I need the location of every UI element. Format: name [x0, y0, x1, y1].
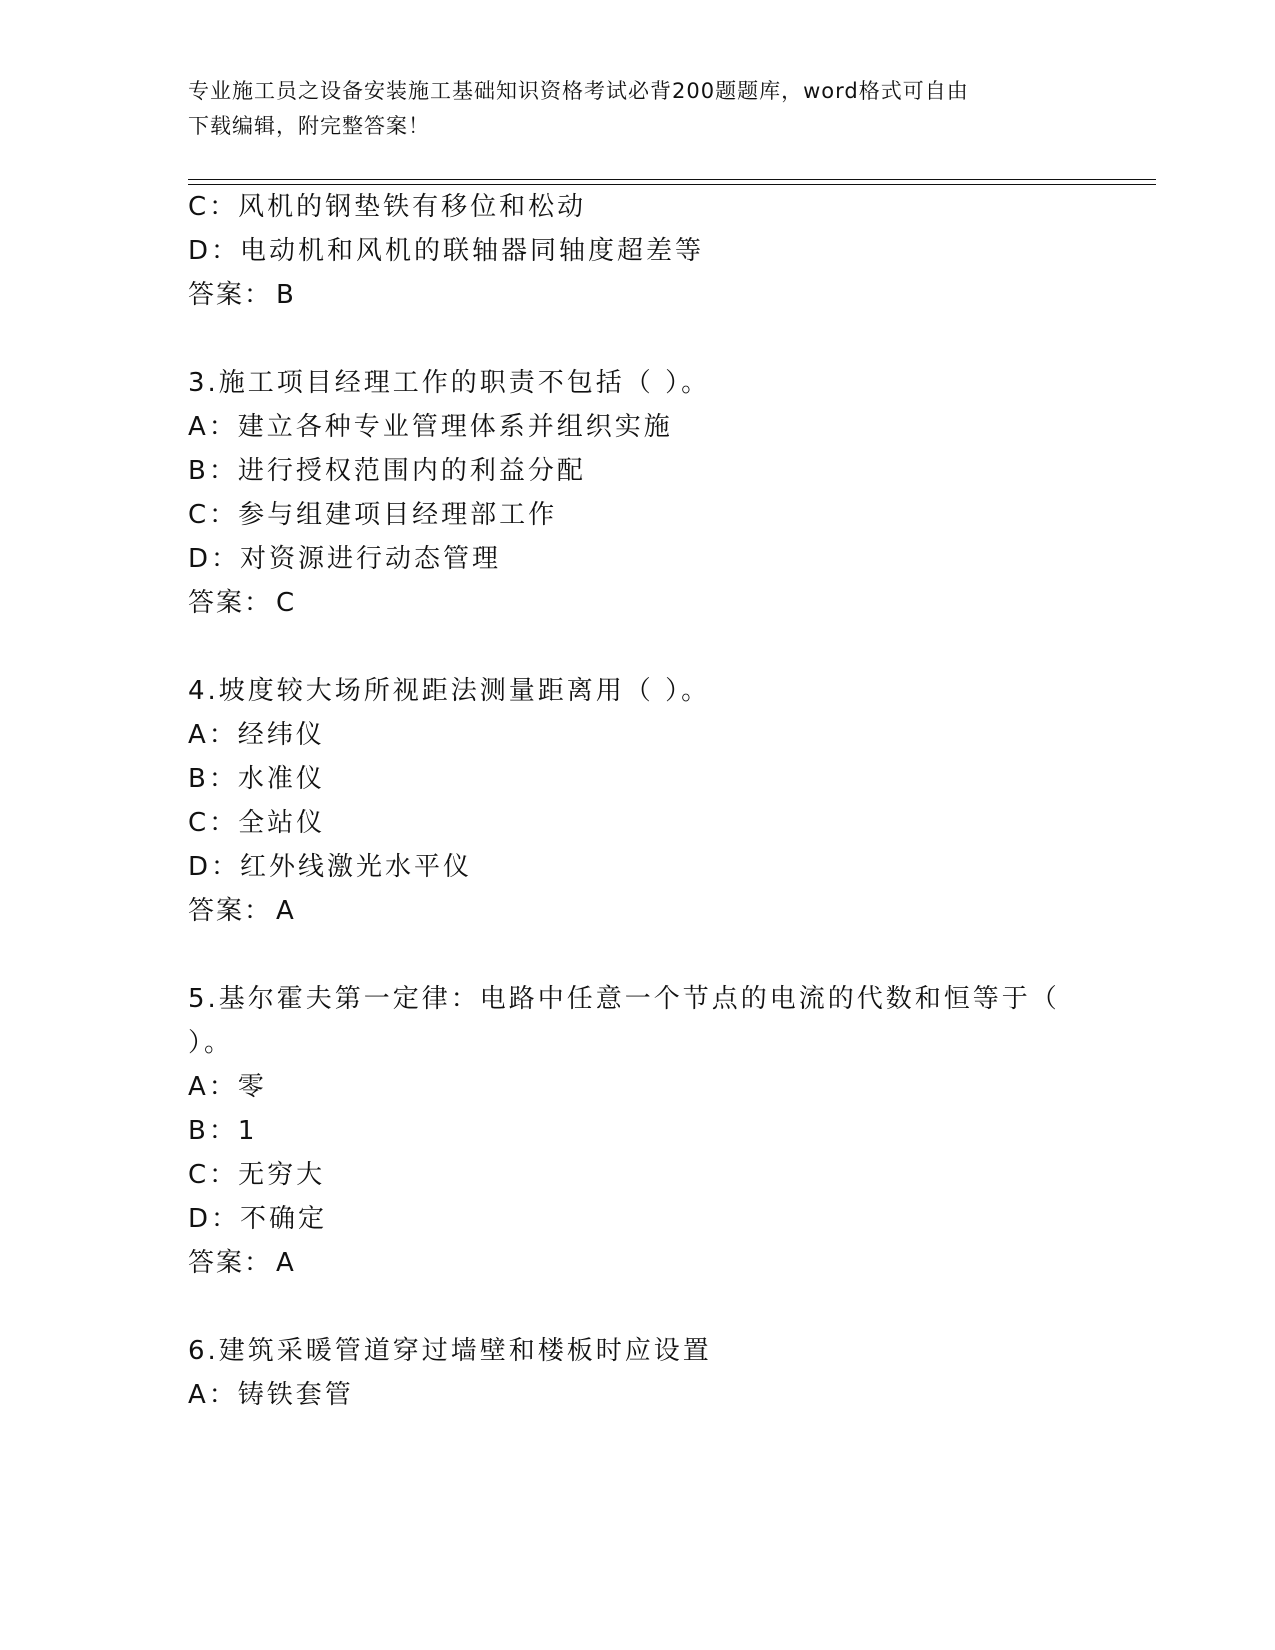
- header-divider-top: [188, 179, 1156, 180]
- q3-option-a: A：建立各种专业管理体系并组织实施: [188, 412, 673, 442]
- q5-answer: [188, 1246, 294, 1280]
- q4-stem: 4.坡度较大场所视距法测量距离用（ ）。: [188, 676, 711, 706]
- header-line-1: 专业施工员之设备安装施工基础知识资格考试必背200题题库，word格式可自由: [188, 79, 969, 103]
- q6-stem: 6.建筑采暖管道穿过墙壁和楼板时应设置: [188, 1336, 712, 1366]
- q3-option-b: B：进行授权范围内的利益分配: [188, 456, 586, 486]
- q4-option-b: B：水准仪: [188, 764, 325, 794]
- document-header: [188, 74, 1078, 144]
- q5-option-d: D：不确定: [188, 1204, 328, 1234]
- answer-value: C: [276, 588, 295, 618]
- answer-label: 答案：: [188, 896, 273, 926]
- answer-value: A: [276, 896, 294, 926]
- q5-stem-line-2: ）。: [188, 1028, 234, 1058]
- q2-option-c: C：风机的钢垫铁有移位和松动: [188, 192, 587, 222]
- q4-option-d: D：红外线激光水平仪: [188, 852, 473, 882]
- answer-value: A: [276, 1248, 294, 1278]
- q5-option-a: A：零: [188, 1072, 267, 1102]
- header-divider-bottom: [188, 184, 1156, 185]
- q5-stem-line-1: 5.基尔霍夫第一定律：电路中任意一个节点的电流的代数和恒等于（: [188, 984, 1060, 1014]
- q3-answer: [188, 586, 294, 620]
- header-line-2: 下载编辑，附完整答案！: [188, 114, 430, 138]
- q2-answer: [188, 278, 294, 312]
- answer-value: B: [276, 280, 294, 310]
- answer-label: 答案：: [188, 280, 273, 310]
- q4-answer: [188, 894, 294, 928]
- answer-label: 答案：: [188, 1248, 273, 1278]
- q3-option-d: D：对资源进行动态管理: [188, 544, 502, 574]
- answer-label: 答案：: [188, 588, 273, 618]
- q6-option-a: A：铸铁套管: [188, 1380, 354, 1410]
- q3-option-c: C：参与组建项目经理部工作: [188, 500, 558, 530]
- q5-option-b: B：1: [188, 1116, 258, 1146]
- q4-option-a: A：经纬仪: [188, 720, 325, 750]
- q2-option-d: D：电动机和风机的联轴器同轴度超差等: [188, 236, 705, 266]
- q5-option-c: C：无穷大: [188, 1160, 326, 1190]
- q4-option-c: C：全站仪: [188, 808, 326, 838]
- q3-stem: 3.施工项目经理工作的职责不包括（ ）。: [188, 368, 711, 398]
